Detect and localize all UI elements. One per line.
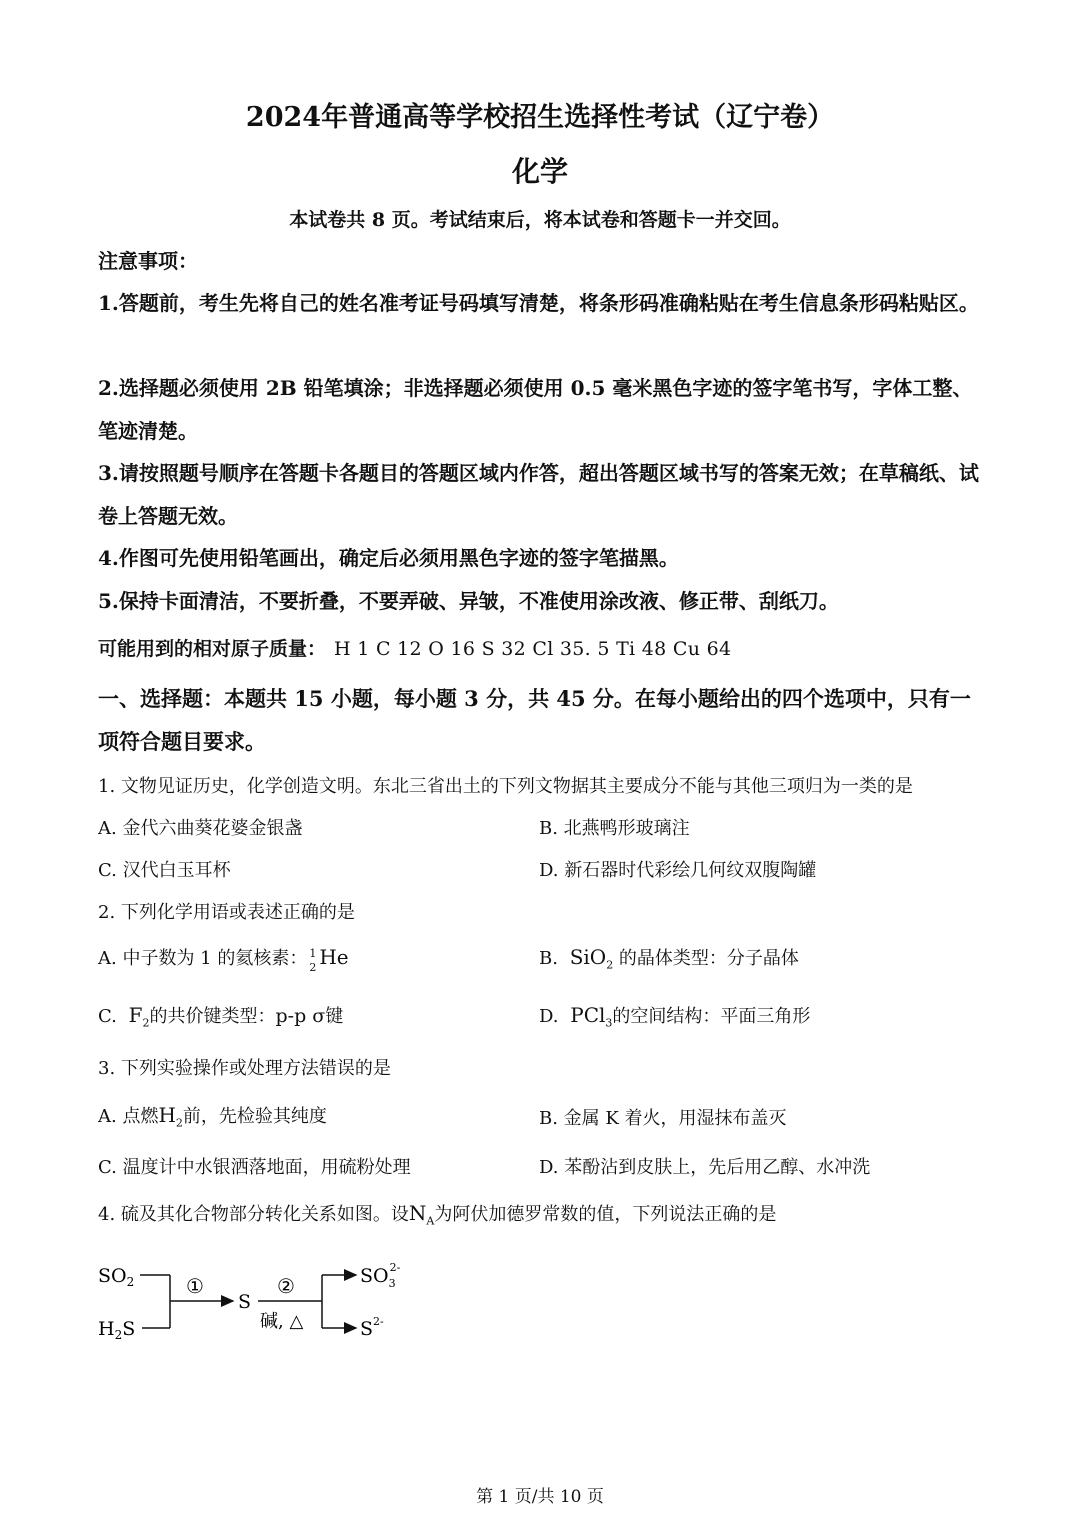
q2d-subscript: 3	[605, 1016, 613, 1030]
diagram-s: S	[238, 1291, 252, 1313]
q2d-formula: PCl	[570, 1003, 606, 1027]
note-item-4: 4.作图可先使用铅笔画出，确定后必须用黑色字迹的签字笔描黑。	[98, 546, 679, 570]
q2c-subscript: 2	[142, 1016, 150, 1030]
question-3-option-c: C. 温度计中水银洒落地面，用硫粉处理	[98, 1157, 411, 1178]
q4-text: 4. 硫及其化合物部分转化关系如图。设	[98, 1204, 409, 1225]
question-1-option-c: C. 汉代白玉耳杯	[98, 860, 231, 881]
diagram-step-1: ①	[186, 1274, 204, 1298]
q2c-formula: F	[128, 1003, 143, 1027]
q4-na: N	[408, 1201, 427, 1225]
question-1-stem: 1. 文物见证历史，化学创造文明。东北三省出土的下列文物据其主要成分不能与其他三项归为一类的是	[98, 776, 913, 797]
q2a-nuclide-numbers	[307, 947, 319, 974]
q2a-text: A. 中子数为 1 的氦核素：	[98, 948, 308, 969]
question-3-option-b: B. 金属 K 着火，用湿抹布盖灭	[539, 1108, 787, 1129]
question-2-option-b	[539, 944, 799, 972]
question-3-option-d: D. 苯酚沾到皮肤上，先后用乙醇、水冲洗	[539, 1157, 871, 1178]
question-3-option-a	[98, 1102, 327, 1130]
q2c-label: C.	[98, 1006, 117, 1027]
diagram-h2s: $H_2S$	[98, 1318, 136, 1342]
note-item-1: 1.答题前，考生先将自己的姓名准考证号码填写清楚，将条形码准确粘贴在考生信息条形码粘贴区。	[98, 291, 979, 315]
question-1-option-d: D. 新石器时代彩绘几何纹双腹陶罐	[539, 860, 817, 881]
q2c-text: 的共价键类型：	[149, 1006, 276, 1027]
q2b-subscript: 2	[606, 958, 614, 972]
q2b-label: B.	[539, 948, 558, 969]
question-2-option-c	[98, 1002, 343, 1030]
q4-na-subscript: A	[426, 1214, 435, 1228]
page-footer: 第 1 页/共 10 页	[476, 1487, 604, 1507]
question-1-option-b: B. 北燕鸭形玻璃注	[539, 818, 690, 839]
note-item-3: 3.请按照题号顺序在答题卡各题目的答题区域内作答，超出答题区域书写的答案无效；在草稿纸、试卷上答题无效。	[98, 461, 979, 528]
q2d-label: D.	[539, 1006, 559, 1027]
diagram-so3: $SO_32-$	[360, 1261, 401, 1290]
note-item-5: 5.保持卡面清洁，不要折叠，不要弄破、异皱，不准使用涂改液、修正带、刮纸刀。	[98, 589, 839, 613]
atomic-mass-label: 可能用到的相对原子质量：	[98, 638, 327, 660]
note-item-2: 2.选择题必须使用 2B 铅笔填涂；非选择题必须使用 0.5 毫米黑色字迹的签字笔书写，字体工整、笔迹清楚。	[98, 376, 973, 443]
question-1-option-a: A. 金代六曲葵花婆金银盏	[98, 818, 303, 839]
diagram-step-2: ②	[277, 1274, 295, 1298]
q3a-text: A. 点燃	[98, 1106, 159, 1127]
q3a-formula: H	[158, 1103, 176, 1127]
q2c-text-2: 键	[325, 1006, 344, 1027]
question-2-stem: 2. 下列化学用语或表述正确的是	[98, 902, 355, 923]
q2b-formula: SiO	[569, 945, 607, 969]
q4-text-2: 为阿伏加德罗常数的值，下列说法正确的是	[434, 1204, 777, 1225]
question-4-stem	[98, 1200, 998, 1228]
q2d-text: 的空间结构：平面三角形	[612, 1006, 811, 1027]
diagram-s2: $S^{2-}$	[360, 1315, 384, 1340]
diagram-condition: 碱, △	[260, 1311, 304, 1332]
notes-heading: 注意事项：	[98, 249, 198, 273]
exam-intro: 本试卷共 8 页。考试结束后，将本试卷和答题卡一并交回。	[289, 209, 791, 231]
q2a-atomic-number: 2	[309, 961, 317, 974]
sulfur-conversion-diagram	[90, 1255, 410, 1350]
atomic-mass-line	[98, 634, 731, 661]
q2a-symbol: He	[319, 945, 349, 969]
q2c-bond: p-p σ	[275, 1005, 326, 1027]
q3a-subscript: 2	[175, 1116, 183, 1130]
exam-title: 2024年普通高等学校招生选择性考试（辽宁卷）	[245, 102, 835, 133]
subject-title: 化学	[511, 155, 568, 188]
question-3-stem: 3. 下列实验操作或处理方法错误的是	[98, 1058, 391, 1079]
question-2-option-d	[539, 1002, 810, 1030]
q3a-text-2: 前，先检验其纯度	[182, 1106, 327, 1127]
q2a-mass-number: 1	[309, 947, 317, 960]
diagram-so2: $SO_2$	[98, 1265, 135, 1289]
atomic-mass-values: H 1 C 12 O 16 S 32 Cl 35. 5 Ti 48 Cu 64	[334, 638, 732, 660]
section-heading: 一、选择题：本题共 15 小题，每小题 3 分，共 45 分。在每小题给出的四个选项中，只有一项符合题目要求。	[98, 686, 971, 754]
question-2-option-a	[98, 944, 349, 974]
q2b-text: 的晶体类型：分子晶体	[618, 948, 799, 969]
